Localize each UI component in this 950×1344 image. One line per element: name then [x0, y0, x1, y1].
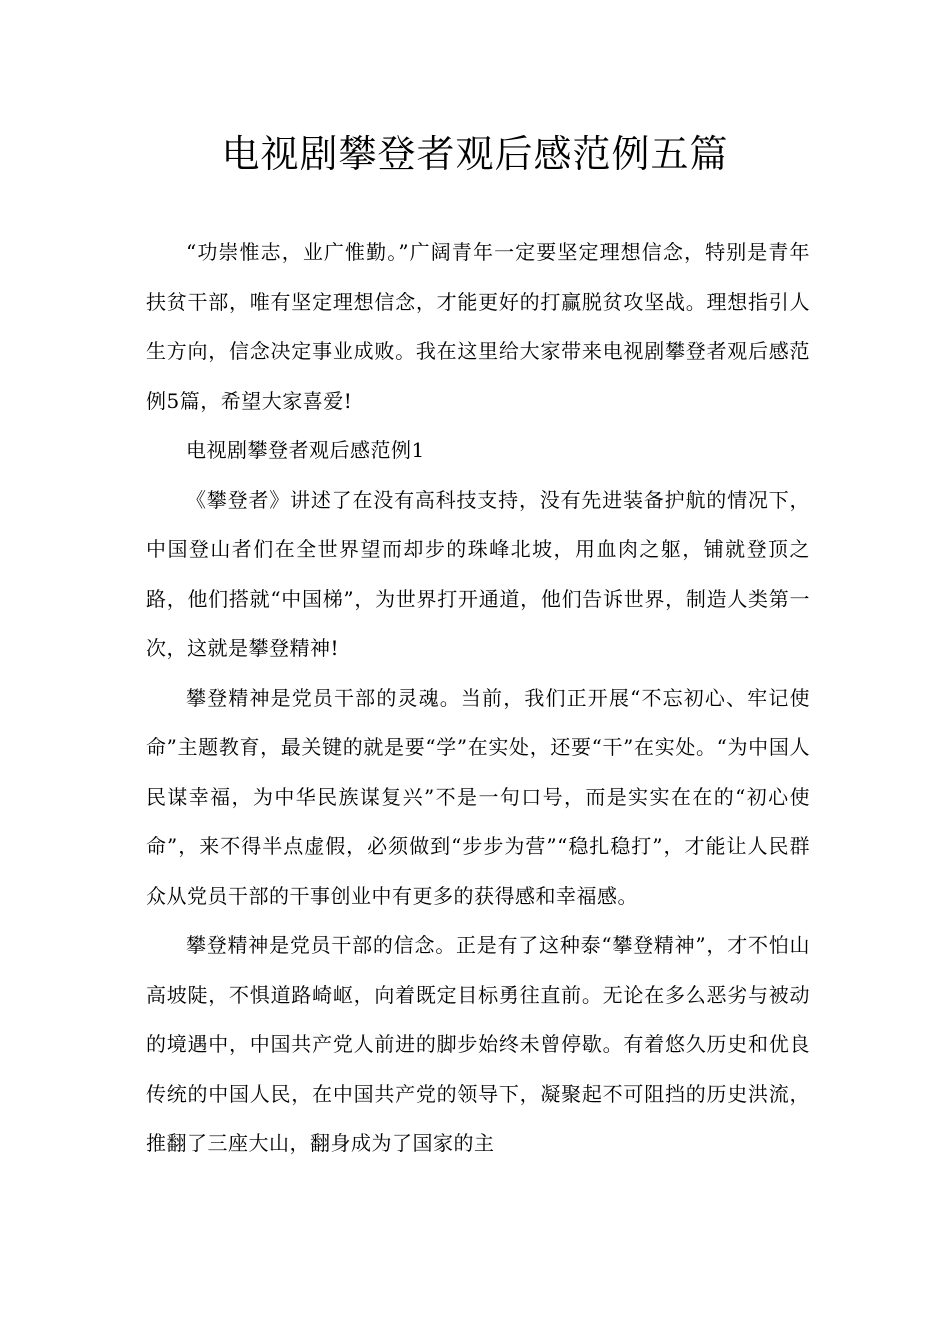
- body-paragraph-3: 攀登精神是党员干部的信念。正是有了这种泰“攀登精神”，才不怕山高坡陡，不惧道路崎岖，向着既定目标勇往直前。无论在多么恶劣与被动的境遇中，中国共产党人前进的脚步始终未曾停歇。有着悠久历史和优良传统的中国人民，在中国共产党的领导下，凝聚起不可阻挡的历史洪流，推翻了三座大山，翻身成为了国家的主: [146, 933, 810, 1155]
- document-title: 电视剧攀登者观后感范例五篇: [221, 132, 729, 176]
- body-paragraph-2: 攀登精神是党员干部的灵魂。当前，我们正开展“不忘初心、牢记使命”主题教育，最关键的就是要“学”在实处，还要“干”在实处。“为中国人民谋幸福，为中华民族谋复兴”不是一句口号，而是实实在在的“初心使命”，来不得半点虚假，必须做到“步步为营”“稳扎稳打”，才能让人民群众从党员干部的干事创业中有更多的获得感和幸福感。: [146, 685, 810, 908]
- document-body: [146, 228, 810, 1169]
- body-paragraph-1: 《攀登者》讲述了在没有高科技支持，没有先进装备护航的情况下，中国登山者们在全世界望而却步的珠峰北坡，用血肉之躯，铺就登顶之路，他们搭就“中国梯”，为世界打开通道，他们告诉世界，制造人类第一次，这就是攀登精神!: [146, 487, 810, 660]
- section-heading-1: 电视剧攀登者观后感范例1: [186, 438, 425, 462]
- intro-paragraph: “功崇惟志，业广惟勤。”广阔青年一定要坚定理想信念，特别是青年扶贫干部，唯有坚定理想信念，才能更好的打赢脱贫攻坚战。理想指引人生方向，信念决定事业成败。我在这里给大家带来电视剧攀登者观后感范例5篇，希望大家喜爱!: [146, 240, 810, 413]
